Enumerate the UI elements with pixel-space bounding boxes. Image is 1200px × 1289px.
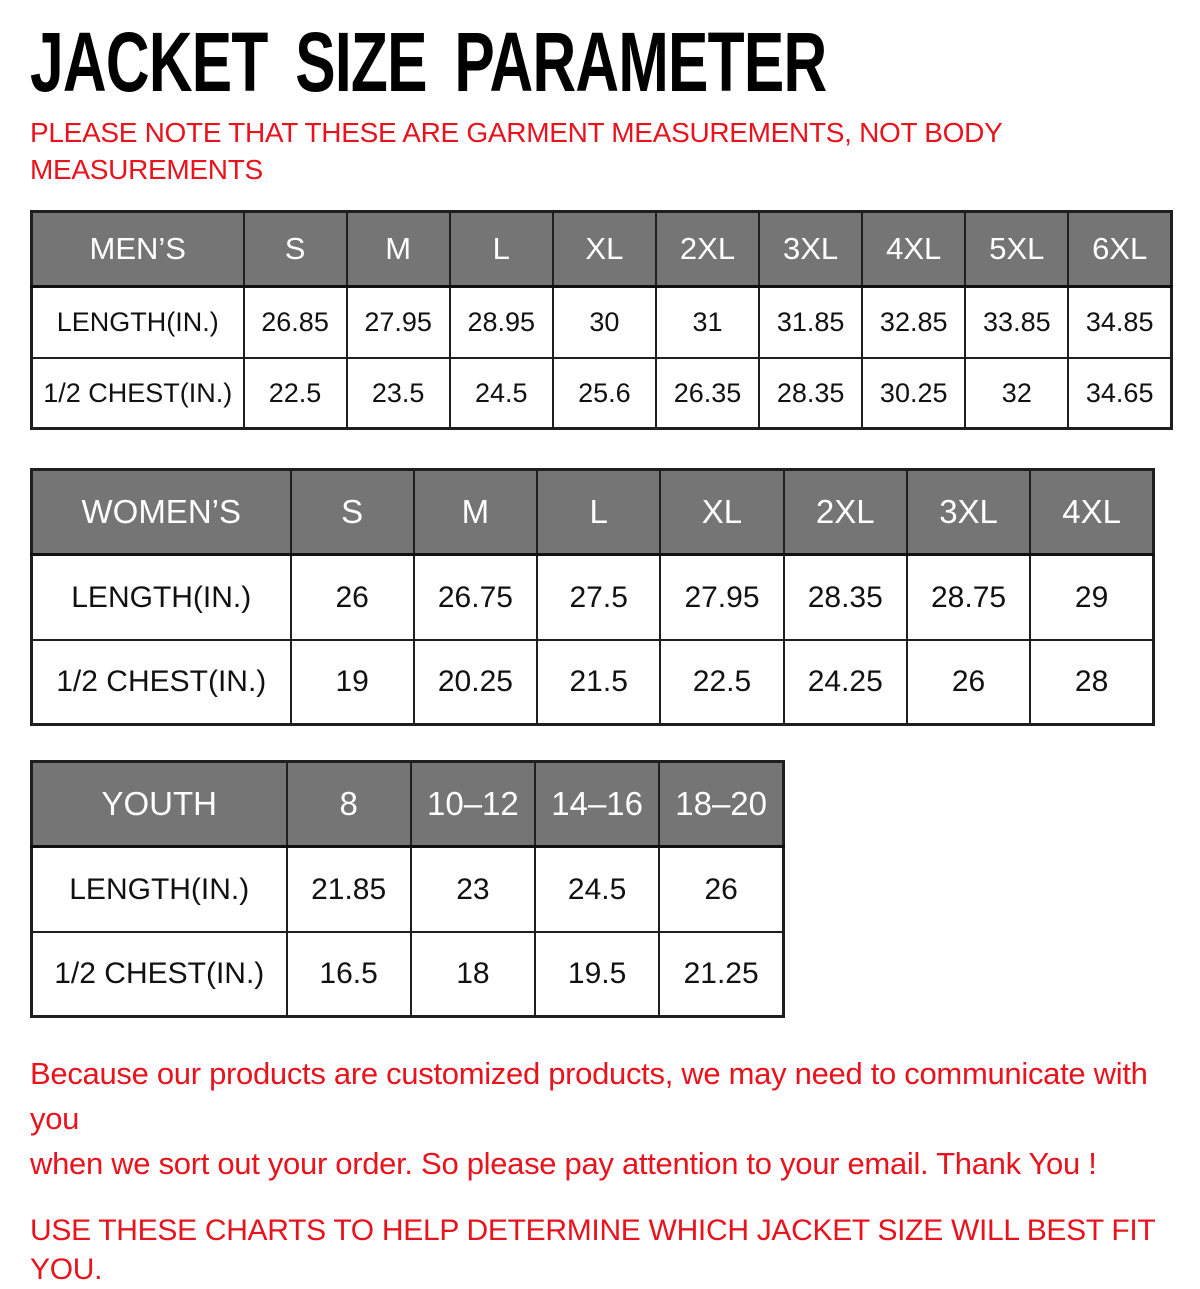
womens-header-row bbox=[32, 470, 1154, 555]
value-cell: 33.85 bbox=[965, 287, 1068, 358]
value-cell: 27.95 bbox=[347, 287, 450, 358]
value-cell: 34.85 bbox=[1068, 287, 1171, 358]
value-cell: 28 bbox=[1030, 640, 1153, 725]
youth-header-row bbox=[32, 762, 784, 847]
value-cell: 26.35 bbox=[656, 358, 759, 429]
value-cell: 26.85 bbox=[244, 287, 347, 358]
value-cell: 27.95 bbox=[660, 555, 783, 640]
customization-notice-line-1: Because our products are customized products, we may need to communicate with you bbox=[30, 1056, 1148, 1137]
value-cell: 24.5 bbox=[535, 847, 659, 932]
value-cell: 25.6 bbox=[553, 358, 656, 429]
youth-size-header: 8 bbox=[287, 762, 411, 847]
note-line-2: MEASUREMENTS bbox=[30, 154, 263, 186]
chart-usage-instruction: USE THESE CHARTS TO HELP DETERMINE WHICH JACKET SIZE WILL BEST FIT YOU. bbox=[30, 1214, 1155, 1287]
value-cell: 21.85 bbox=[287, 847, 411, 932]
mens-size-header: 6XL bbox=[1068, 212, 1171, 287]
row-label: 1/2 CHEST(IN.) bbox=[32, 358, 244, 429]
value-cell: 28.35 bbox=[784, 555, 907, 640]
value-cell: 20.25 bbox=[414, 640, 537, 725]
value-cell: 30.25 bbox=[862, 358, 965, 429]
youth-size-header: 18–20 bbox=[659, 762, 783, 847]
mens-size-header: XL bbox=[553, 212, 656, 287]
youth-size-table bbox=[30, 760, 785, 1018]
value-cell: 27.5 bbox=[537, 555, 660, 640]
value-cell: 22.5 bbox=[244, 358, 347, 429]
value-cell: 26.75 bbox=[414, 555, 537, 640]
womens-size-header: M bbox=[414, 470, 537, 555]
value-cell: 24.5 bbox=[450, 358, 553, 429]
womens-size-table bbox=[30, 468, 1155, 726]
row-label: LENGTH(IN.) bbox=[32, 287, 244, 358]
youth-length-row bbox=[32, 847, 784, 932]
mens-size-header: M bbox=[347, 212, 450, 287]
value-cell: 26 bbox=[291, 555, 414, 640]
value-cell: 31 bbox=[656, 287, 759, 358]
womens-size-header: 4XL bbox=[1030, 470, 1153, 555]
mens-size-header: S bbox=[244, 212, 347, 287]
mens-length-row bbox=[32, 287, 1172, 358]
value-cell: 28.95 bbox=[450, 287, 553, 358]
value-cell: 19.5 bbox=[535, 932, 659, 1017]
womens-size-header: 3XL bbox=[907, 470, 1030, 555]
value-cell: 28.75 bbox=[907, 555, 1030, 640]
note-line-1: PLEASE NOTE THAT THESE ARE GARMENT MEASUREMENTS, NOT BODY bbox=[30, 117, 1003, 148]
value-cell: 23 bbox=[411, 847, 535, 932]
value-cell: 30 bbox=[553, 287, 656, 358]
womens-size-header: L bbox=[537, 470, 660, 555]
value-cell: 24.25 bbox=[784, 640, 907, 725]
value-cell: 16.5 bbox=[287, 932, 411, 1017]
value-cell: 32 bbox=[965, 358, 1068, 429]
value-cell: 22.5 bbox=[660, 640, 783, 725]
youth-chest-row bbox=[32, 932, 784, 1017]
womens-size-header: XL bbox=[660, 470, 783, 555]
value-cell: 19 bbox=[291, 640, 414, 725]
row-label: LENGTH(IN.) bbox=[32, 555, 291, 640]
page-title: JACKET SIZE PARAMETER bbox=[30, 15, 827, 109]
value-cell: 23.5 bbox=[347, 358, 450, 429]
womens-chest-row bbox=[32, 640, 1154, 725]
value-cell: 26 bbox=[659, 847, 783, 932]
value-cell: 21.25 bbox=[659, 932, 783, 1017]
value-cell: 21.5 bbox=[537, 640, 660, 725]
value-cell: 29 bbox=[1030, 555, 1153, 640]
mens-size-header: 5XL bbox=[965, 212, 1068, 287]
mens-size-header: 4XL bbox=[862, 212, 965, 287]
garment-measurement-note bbox=[30, 114, 1200, 188]
value-cell: 32.85 bbox=[862, 287, 965, 358]
mens-size-table bbox=[30, 210, 1173, 430]
mens-table-title: MEN’S bbox=[32, 212, 244, 287]
row-label: 1/2 CHEST(IN.) bbox=[32, 932, 287, 1017]
value-cell: 18 bbox=[411, 932, 535, 1017]
value-cell: 26 bbox=[907, 640, 1030, 725]
row-label: 1/2 CHEST(IN.) bbox=[32, 640, 291, 725]
womens-size-header: S bbox=[291, 470, 414, 555]
value-cell: 31.85 bbox=[759, 287, 862, 358]
customization-notice bbox=[30, 1052, 1190, 1187]
youth-size-header: 14–16 bbox=[535, 762, 659, 847]
youth-table-title: YOUTH bbox=[32, 762, 287, 847]
value-cell: 34.65 bbox=[1068, 358, 1171, 429]
womens-size-header: 2XL bbox=[784, 470, 907, 555]
mens-size-header: 3XL bbox=[759, 212, 862, 287]
row-label: LENGTH(IN.) bbox=[32, 847, 287, 932]
youth-size-header: 10–12 bbox=[411, 762, 535, 847]
womens-table-title: WOMEN’S bbox=[32, 470, 291, 555]
mens-size-header: L bbox=[450, 212, 553, 287]
womens-length-row bbox=[32, 555, 1154, 640]
customization-notice-line-2: when we sort out your order. So please pay attention to your email. Thank You ! bbox=[30, 1146, 1097, 1182]
mens-size-header: 2XL bbox=[656, 212, 759, 287]
mens-chest-row bbox=[32, 358, 1172, 429]
value-cell: 28.35 bbox=[759, 358, 862, 429]
mens-header-row bbox=[32, 212, 1172, 287]
